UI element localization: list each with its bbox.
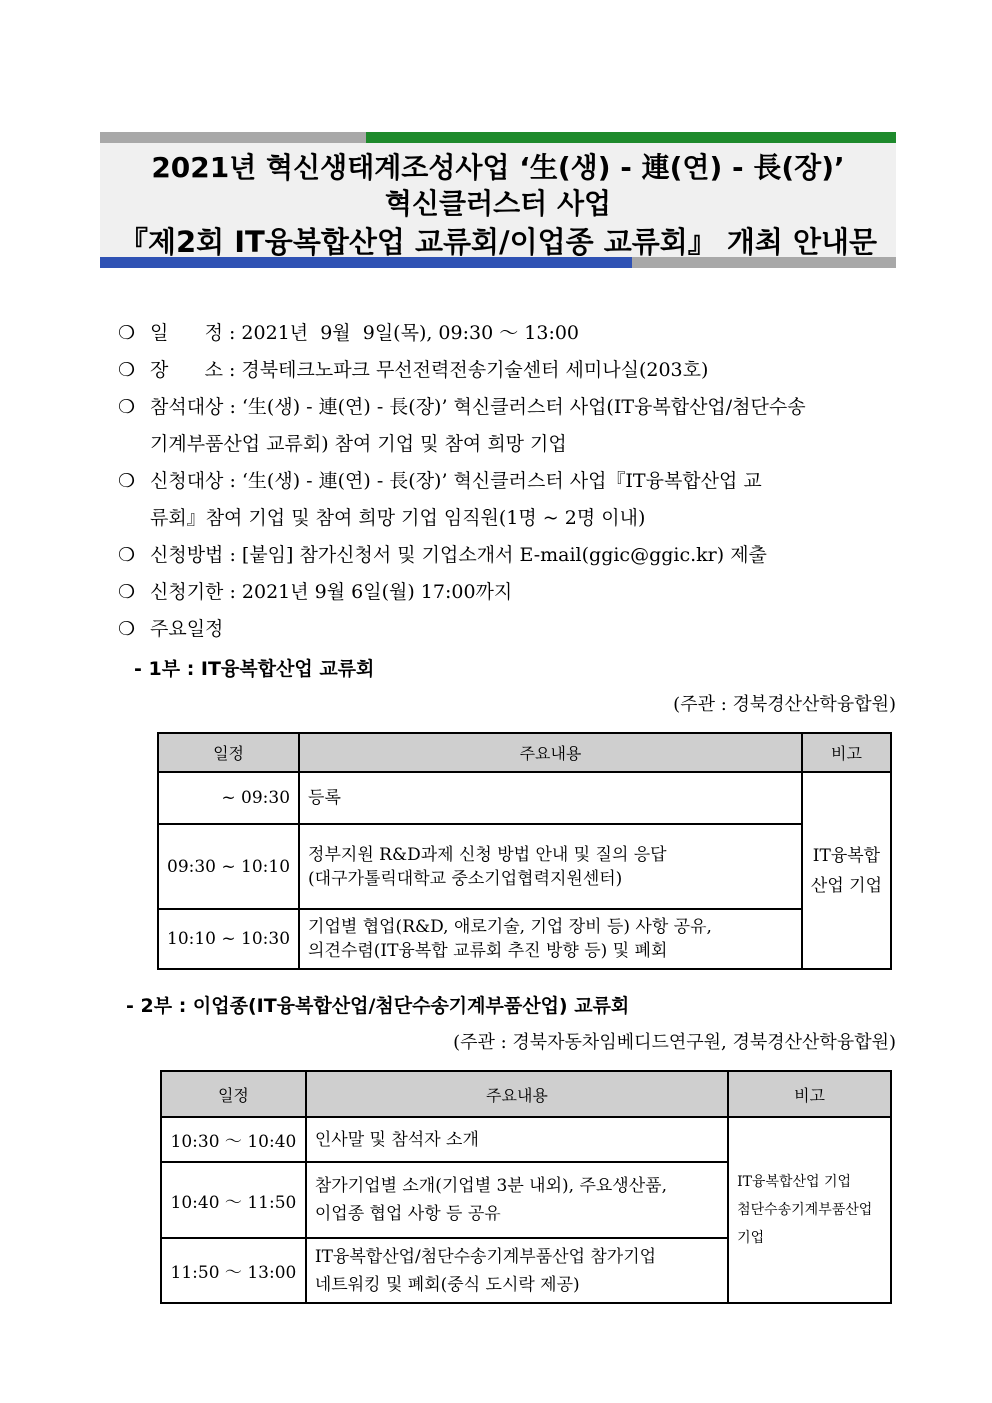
header-schedule: 일정 — [161, 1071, 306, 1117]
title-line-2: 혁신클러스터 사업 — [384, 187, 612, 220]
header-schedule: 일정 — [158, 733, 299, 772]
info-item-text: 신청기한 : 2021년 9월 6일(월) 17:00까지 — [150, 581, 513, 603]
note-line: 산업 기업 — [810, 875, 882, 896]
row-note — [728, 1117, 891, 1303]
table-header-row — [158, 733, 891, 772]
info-item-text: 참석대상 : ‘生(생) - 連(연) - 長(장)’ 혁신클러스터 사업(IT융복합산업/첨단수송 — [150, 396, 806, 418]
title-line-1: 2021년 혁신생태계조성사업 ‘生(생) - 連(연) - 長(장)’ — [151, 151, 845, 184]
bullet-icon: ❍ — [118, 359, 136, 381]
table-row — [158, 772, 891, 824]
part2-table — [160, 1070, 892, 1304]
note-line: 기업 — [737, 1230, 765, 1246]
row-content — [306, 1238, 728, 1303]
part1-host: (주관 : 경북경산산학융합원) — [673, 694, 896, 715]
info-item-text: 일 정 : 2021년 9월 9일(목), 09:30 ～ 13:00 — [150, 322, 580, 344]
info-item-text: 신청대상 : ‘生(생) - 連(연) - 長(장)’ 혁신클러스터 사업『IT융복합산업 교 — [150, 470, 762, 492]
part1-title: - 1부 : IT융복합산업 교류회 — [134, 658, 375, 680]
info-item-text: 장 소 : 경북테크노파크 무선전력전송기술센터 세미나실(203호) — [150, 359, 709, 381]
bullet-icon: ❍ — [118, 322, 136, 344]
row-content-line: 등록 — [308, 788, 341, 808]
part2-title: - 2부 : 이업종(IT융복합산업/첨단수송기계부품산업) 교류회 — [126, 995, 630, 1017]
row-content-line: 기업별 협업(R&D, 애로기술, 기업 장비 등) 사항 공유, — [308, 917, 712, 937]
info-item-method — [118, 538, 898, 575]
row-content-line: 인사말 및 참석자 소개 — [314, 1129, 479, 1150]
header-content: 주요내용 — [299, 733, 802, 772]
row-content — [299, 824, 802, 909]
row-content — [306, 1117, 728, 1162]
note-line: IT융복합 — [812, 845, 881, 866]
header-note: 비고 — [728, 1071, 891, 1117]
info-item-text: 신청방법 : [붙임] 참가신청서 및 기업소개서 E-mail(ggic@ggic.kr) 제출 — [150, 544, 767, 566]
title-line-3: 『제2회 IT융복합산업 교류회/이업종 교류회』 개최 안내문 — [118, 225, 878, 259]
bullet-icon: ❍ — [118, 470, 136, 492]
title-top-bar-green — [366, 132, 896, 143]
info-item-place — [118, 353, 898, 390]
row-content-line: 참가기업별 소개(기업별 3분 내외), 주요생산품, — [314, 1176, 667, 1196]
row-time: 10:30 ～ 10:40 — [161, 1117, 306, 1162]
info-item-schedule — [118, 612, 898, 649]
note-line: 첨단수송기계부품산업 — [737, 1202, 873, 1218]
bullet-icon: ❍ — [118, 396, 136, 418]
table-row — [161, 1117, 891, 1162]
title-top-bar-gray — [100, 132, 366, 143]
row-time: 09:30 ~ 10:10 — [158, 824, 299, 909]
table-header-row — [161, 1071, 891, 1117]
info-item-date — [118, 316, 898, 353]
row-time: 11:50 ～ 13:00 — [161, 1238, 306, 1303]
row-content-line: 네트워킹 및 폐회(중식 도시락 제공) — [314, 1274, 580, 1295]
part2-host: (주관 : 경북자동차임베디드연구원, 경북경산산학융합원) — [453, 1032, 896, 1053]
row-content — [299, 909, 802, 969]
title-banner — [100, 132, 896, 268]
row-time: 10:40 ～ 11:50 — [161, 1162, 306, 1238]
row-content-line: 이업종 협업 사항 등 공유 — [314, 1204, 501, 1224]
bullet-icon: ❍ — [118, 581, 136, 603]
info-item-applicants — [118, 464, 898, 538]
row-content-line: IT융복합산업/첨단수송기계부품산업 참가기업 — [314, 1246, 657, 1267]
info-item-text-continued: 기계부품산업 교류회) 참여 기업 및 참여 희망 기업 — [150, 433, 567, 455]
header-note: 비고 — [802, 733, 891, 772]
bullet-icon: ❍ — [118, 544, 136, 566]
note-line: IT융복합산업 기업 — [737, 1174, 852, 1190]
info-item-text-continued: 류회』참여 기업 및 참여 희망 기업 임직원(1명 ~ 2명 이내) — [150, 507, 646, 529]
row-content-line: 정부지원 R&D과제 신청 방법 안내 및 질의 응답 — [308, 844, 667, 865]
table-row — [158, 824, 891, 909]
row-content-line: 의견수렴(IT융복합 교류회 추진 방향 등) 및 폐회 — [308, 941, 668, 961]
table-row — [158, 909, 891, 969]
info-item-text: 주요일정 — [150, 618, 224, 640]
row-content — [299, 772, 802, 824]
part1-table — [157, 732, 892, 970]
row-note — [802, 772, 891, 969]
bullet-icon: ❍ — [118, 618, 136, 640]
row-time: ~ 09:30 — [158, 772, 299, 824]
row-time: 10:10 ~ 10:30 — [158, 909, 299, 969]
info-item-attendees — [118, 390, 898, 464]
header-content: 주요내용 — [306, 1071, 728, 1117]
row-content — [306, 1162, 728, 1238]
row-content-line: (대구가톨릭대학교 중소기업협력지원센터) — [308, 868, 623, 889]
info-item-deadline — [118, 575, 898, 612]
info-list — [118, 316, 898, 649]
